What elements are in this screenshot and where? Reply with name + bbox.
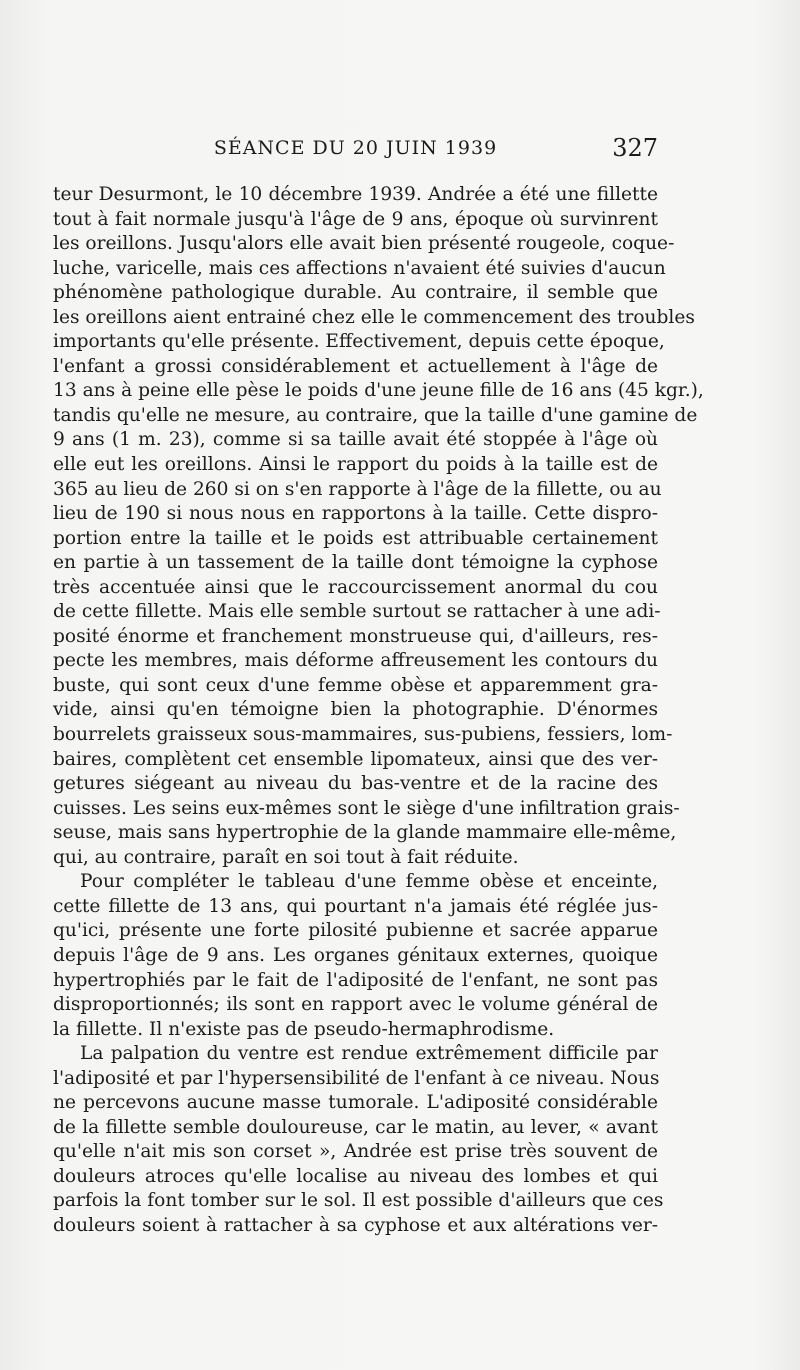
text-line: les oreillons. Jusqu'alors elle avait bien présenté rougeole, coque- (53, 233, 675, 255)
text-line: parfois la font tomber sur le sol. Il est possible d'ailleurs que ces (53, 1190, 664, 1212)
text-line: importants qu'elle présente. Effectivement, depuis cette époque, (53, 331, 665, 353)
paragraph-1 (53, 183, 704, 870)
text-line: getures siégeant au niveau du bas-ventre et de la racine des (53, 773, 658, 795)
text-line: cette fillette de 13 ans, qui pourtant n'a jamais été réglée jus- (53, 895, 658, 917)
text-line: les oreillons aient entrainé chez elle le commencement des troubles (53, 306, 695, 328)
text-line: l'adiposité et par l'hypersensibilité de l'enfant à ce niveau. Nous (53, 1067, 660, 1089)
text-line: tout à fait normale jusqu'à l'âge de 9 ans, époque où survinrent (53, 208, 658, 230)
text-line: qu'ici, présente une forte pilosité pubienne et sacrée apparue (53, 920, 658, 942)
running-title: SÉANCE DU 20 JUIN 1939 (213, 137, 498, 159)
text-line: bourrelets graisseux sous-mammaires, sus-pubiens, fessiers, lom- (53, 724, 673, 746)
text-line: douleurs soient à rattacher à sa cyphose et aux altérations ver- (53, 1214, 658, 1236)
text-line: luche, varicelle, mais ces affections n'avaient été suivies d'aucun (53, 257, 666, 279)
text-line: posité énorme et franchement monstrueuse qui, d'ailleurs, res- (53, 625, 658, 647)
text-line: buste, qui sont ceux d'une femme obèse et apparemment gra- (53, 674, 658, 696)
text-line: baires, complètent cet ensemble lipomateux, ainsi que des ver- (53, 748, 658, 770)
text-line: douleurs atroces qu'elle localise au niveau des lombes et qui (53, 1165, 658, 1187)
text-line: très accentuée ainsi que le raccourcissement anormal du cou (53, 576, 658, 598)
text-line: teur Desurmont, le 10 décembre 1939. Andrée a été une fillette (53, 184, 658, 205)
text-line: ne percevons aucune masse tumorale. L'adiposité considérable (53, 1092, 658, 1114)
text-line: cuisses. Les seins eux-mêmes sont le siège d'une infiltration grais- (53, 797, 680, 819)
text-line: en partie à un tassement de la taille dont témoigne la cyphose (53, 552, 658, 574)
text-line: de cette fillette. Mais elle semble surtout se rattacher à une adi- (53, 601, 661, 623)
text-line: lieu de 190 si nous nous en rapportons à la taille. Cette dispro- (53, 503, 658, 525)
text-line: Pour compléter le tableau d'une femme obèse et enceinte, (80, 871, 658, 893)
text-line: disproportionnés; ils sont en rapport avec le volume général de (53, 994, 658, 1016)
text-line: la fillette. Il n'existe pas de pseudo-hermaphrodisme. (53, 1018, 555, 1040)
text-line: portion entre la taille et le poids est attribuable certainement (53, 527, 658, 549)
text-line: seuse, mais sans hypertrophie de la glande mammaire elle-même, (53, 822, 677, 844)
text-line: phénomène pathologique durable. Au contraire, il semble que (53, 282, 658, 304)
page-header (53, 131, 658, 165)
text-line: pecte les membres, mais déforme affreusement les contours du (53, 650, 658, 672)
text-line: l'enfant a grossi considérablement et actuellement à l'âge de (53, 355, 658, 377)
text-line: 13 ans à peine elle pèse le poids d'une jeune fille de 16 ans (45 kgr.), (53, 380, 704, 402)
text-line: 365 au lieu de 260 si on s'en rapporte à l'âge de la fillette, ou au (53, 478, 662, 500)
text-line: 9 ans (1 m. 23), comme si sa taille avait été stoppée à l'âge où (53, 429, 658, 451)
paragraph-3 (53, 1042, 664, 1238)
text-line: elle eut les oreillons. Ainsi le rapport du poids à la taille est de (53, 454, 658, 476)
text-line: de la fillette semble douloureuse, car le matin, au lever, « avant (53, 1116, 658, 1138)
text-line: tandis qu'elle ne mesure, au contraire, que la taille d'une gamine de (53, 404, 698, 426)
text-body (53, 183, 704, 1239)
text-line: qu'elle n'ait mis son corset », Andrée est prise très souvent de (53, 1141, 658, 1163)
text-line: vide, ainsi qu'en témoigne bien la photographie. D'énormes (53, 699, 658, 721)
text-line: La palpation du ventre est rendue extrêmement difficile par (80, 1043, 658, 1065)
text-line: hypertrophiés par le fait de l'adiposité de l'enfant, ne sont pas (53, 969, 658, 991)
text-line: depuis l'âge de 9 ans. Les organes génitaux externes, quoique (53, 944, 658, 966)
text-line: qui, au contraire, paraît en soi tout à fait réduite. (53, 846, 519, 868)
paragraph-2 (53, 870, 658, 1042)
page-number: 327 (612, 134, 658, 162)
